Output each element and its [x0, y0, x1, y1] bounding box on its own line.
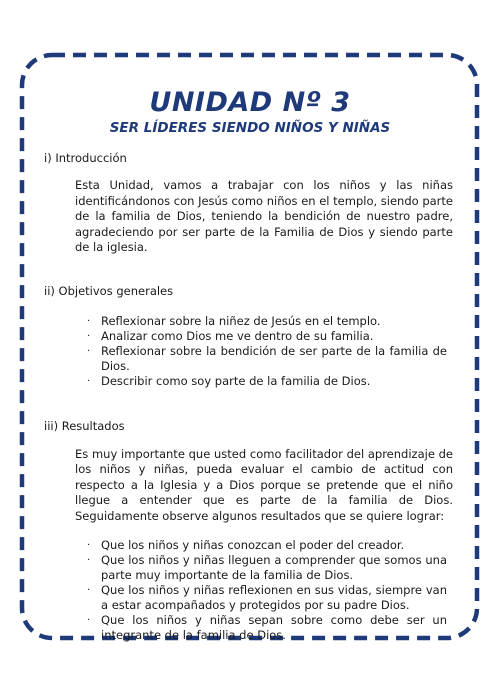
bullet-icon: ·	[87, 315, 91, 327]
section-heading-objetivos: ii) Objetivos generales	[44, 283, 174, 298]
bullet-icon: ·	[87, 345, 91, 357]
section-heading-introduccion: i) Introducción	[44, 151, 127, 165]
section-heading-resultados: iii) Resultados	[44, 418, 125, 433]
page-subtitle: SER LÍDERES SIENDO NIÑOS Y NIÑAS	[109, 120, 391, 136]
bullet-icon: ·	[87, 540, 91, 551]
bullet-icon: ·	[87, 375, 91, 387]
resultados-list	[87, 538, 447, 643]
bullet-icon: ·	[87, 615, 91, 626]
list-item: · Describir como soy parte de la familia de Dios.	[87, 373, 371, 388]
list-item: · Que los niños y niñas sepan sobre como debe ser un integrante de la familia de Dios.	[87, 613, 447, 642]
list-item: · Reflexionar sobre la niñez de Jesús en el templo.	[87, 313, 381, 328]
bullet-icon: ·	[87, 330, 91, 342]
bullet-icon: ·	[87, 585, 91, 596]
list-item: · Que los niños y niñas conozcan el poder del creador.	[87, 538, 405, 552]
list-item: · Analizar como Dios me ve dentro de su familia.	[87, 328, 374, 343]
bullet-icon: ·	[87, 555, 91, 566]
page-title: UNIDAD Nº 3	[149, 87, 351, 118]
list-item: · Que los niños y niñas lleguen a comprender que somos una parte muy importante de la familia de Dios.	[87, 553, 447, 582]
objetivos-list	[87, 314, 447, 389]
intro-paragraph: Esta Unidad, vamos a trabajar con los niños y las niñas identificándonos con Jesús como niños en el templo, siendo parte de la familia de Dios, teniendo la bendición de nuestro padre, agradeciendo por ser parte de la Familia de Dios y siendo parte de la iglesia.	[75, 178, 453, 254]
document-body	[44, 88, 456, 643]
list-item: · Que los niños y niñas reflexionen en sus vidas, siempre van a estar acompañados y protegidos por su padre Dios.	[87, 583, 447, 612]
list-item: · Reflexionar sobre la bendición de ser parte de la familia de Dios.	[87, 343, 447, 373]
resultados-paragraph: Es muy importante que usted como facilitador del aprendizaje de los niños y niñas, pueda evaluar el cambio de actitud con respecto a la Iglesia y a Dios porque se pretende que el niño llegue a entender que es parte de la familia de Dios. Seguidamente observe algunos resultados que se quiere lograr:	[75, 446, 453, 523]
